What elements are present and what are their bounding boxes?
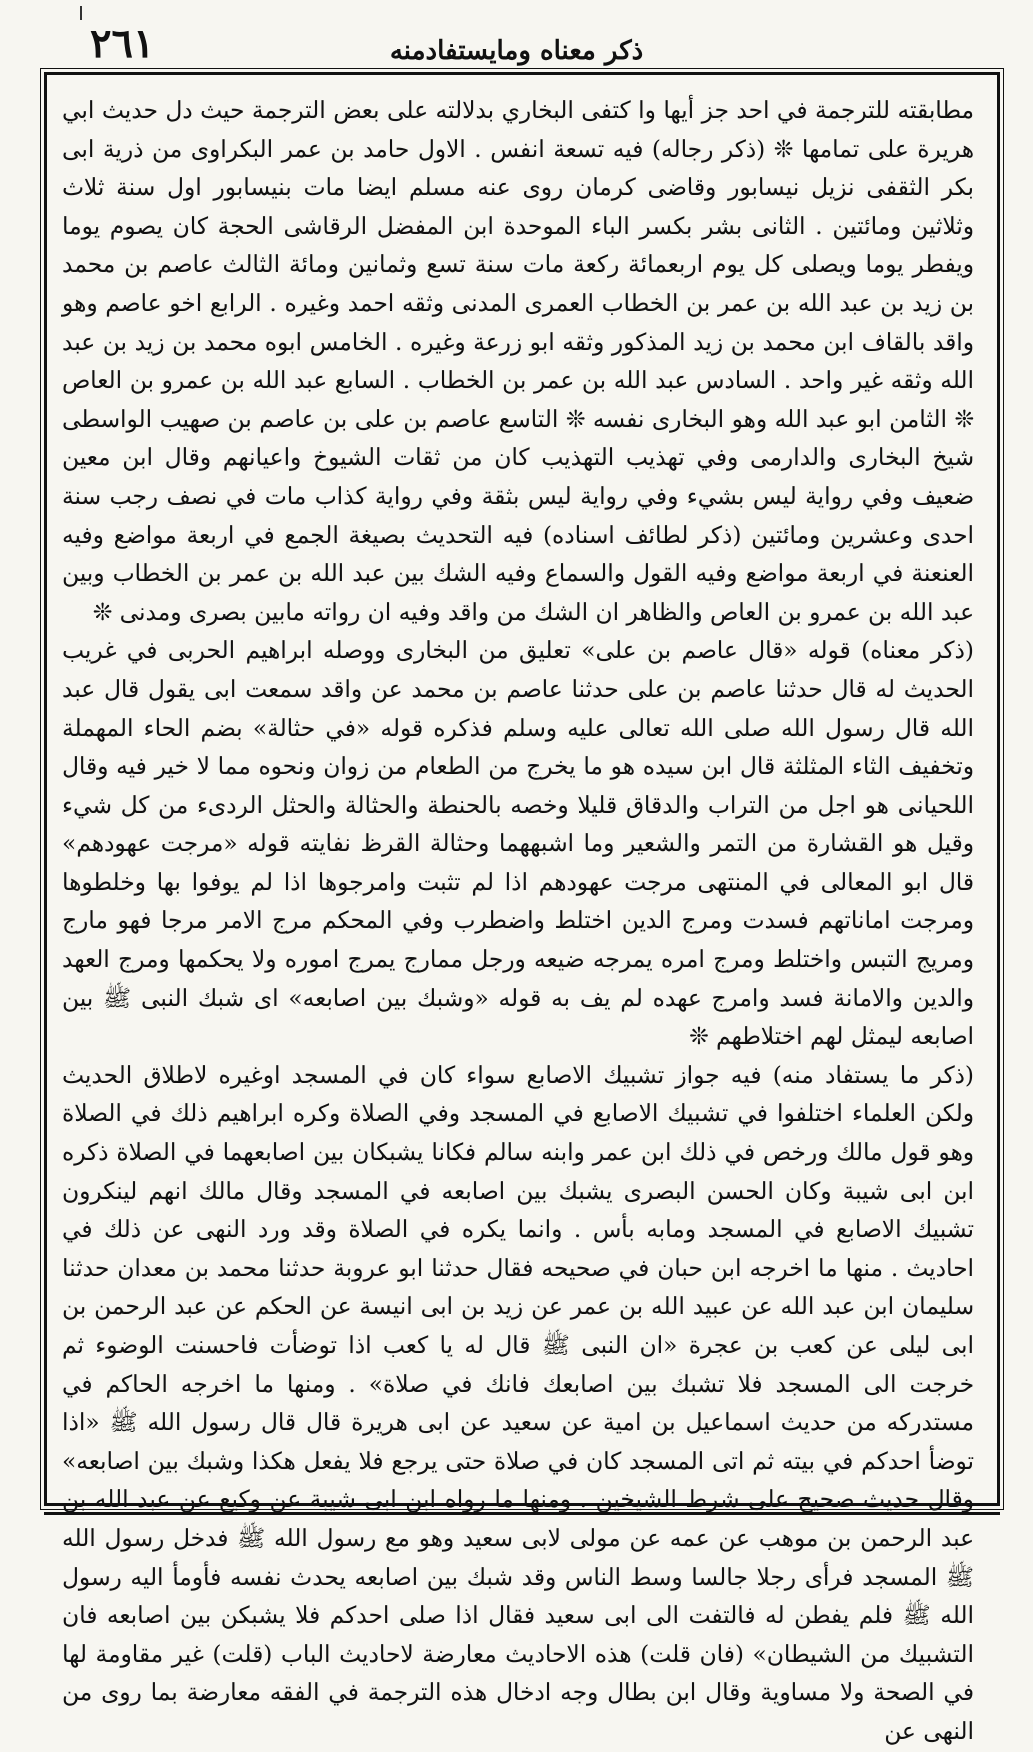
paragraph-rijal: مطابقته للترجمة في احد جز أيها وا كتفى البخاري بدلالته على بعض الترجمة حيث دل حديث ابي هريرة على تمامها ❊ (ذكر رجاله) فيه تسعة انفس . الاول حامد بن عمر البكراوى من ذرية ابى بكر الثقفى نزيل نيسابور وقاضى كرمان روى عنه مسلم ايضا مات بنيسابور اول سنة ثلاث وثلاثين ومائتين . الثانى بشر بكسر الباء الموحدة ابن المفضل الرقاشى الحجة كان يصوم يوما ويفطر يوما ويصلى كل يوم اربعمائة ركعة مات سنة تسع وثمانين ومائة الثالث عاصم بن محمد بن زيد بن عبد الله بن عمر بن الخطاب العمرى المدنى وثقه احمد وغيره . الرابع اخو عاصم وهو واقد بالقاف ابن محمد بن زيد المذكور وثقه ابو زرعة وغيره . الخامس ابوه محمد بن زيد بن عبد الله وثقه غير واحد . السادس عبد الله بن عمر بن الخطاب . السابع عبد الله بن عمرو بن العاص ❊ الثامن ابو عبد الله وهو البخارى نفسه ❊ التاسع عاصم بن على بن عاصم بن صهيب الواسطى شيخ البخارى والدارمى وفي تهذيب التهذيب كان من ثقات الشيوخ واعيانهم وقال ابن معين ضعيف وفي رواية ليس بشيء وفي رواية ليس بثقة وفي رواية كذاب مات في نصف رجب سنة احدى وعشرين ومائتين (ذكر لطائف اسناده) فيه التحديث بصيغة الجمع في اربعة مواضع وفيه العنعنة في اربعة مواضع وفيه القول والسماع وفيه الشك بين عبد الله بن عمر بن الخطاب وبين عبد الله بن عمرو بن العاص والظاهر ان الشك من واقد وفيه ان رواته مابين بصرى ومدنى ❊: [62, 97, 974, 626]
main-text: [62, 92, 974, 1745]
paragraph-mustafad: (ذكر ما يستفاد منه) فيه جواز تشبيك الاصابع سواء كان في المسجد اوغيره لاطلاق الحديث ولكن العلماء اختلفوا في تشبيك الاصابع في المسجد وفي الصلاة وكره ابراهيم ذلك في الصلاة وهو قول مالك ورخص في ذلك ابن عمر وابنه سالم فكانا يشبكان بين اصابعهما في الصلاة ذكره ابن ابى شيبة وكان الحسن البصرى يشبك بين اصابعه في المسجد وقال مالك انهم لينكرون تشبيك الاصابع في المسجد ومابه بأس . وانما يكره في الصلاة وقد ورد النهى عن ذلك في احاديث . منها ما اخرجه ابن حبان في صحيحه فقال حدثنا ابو عروبة حدثنا محمد بن معدان حدثنا سليمان ابن عبد الله عن عبيد الله بن عمر عن زيد بن ابى انيسة عن الحكم عن عبد الرحمن بن ابى ليلى عن كعب بن عجرة «ان النبى ﷺ قال له يا كعب اذا توضأت فاحسنت الوضوء ثم خرجت الى المسجد فلا تشبك بين اصابعك فانك في صلاة» . ومنها ما اخرجه الحاكم في مستدركه من حديث اسماعيل بن امية عن سعيد عن ابى هريرة قال قال رسول الله ﷺ «اذا توضأ احدكم في بيته ثم اتى المسجد كان في صلاة حتى يرجع فلا يفعل هكذا وشبك بين اصابعه» وقال حديث صحيح على شرط الشيخين . ومنها ما رواه ابن ابى شيبة عن وكيع عن عبد الله بن عبد الرحمن بن موهب عن عمه عن مولى لابى سعيد وهو مع رسول الله ﷺ فدخل رسول الله ﷺ المسجد فرأى رجلا جالسا وسط الناس وقد شبك بين اصابعه يحدث نفسه فأومأ اليه رسول الله ﷺ فلم يفطن له فالتفت الى ابى سعيد فقال اذا صلى احدكم فلا يشبكن بين اصابعه فان التشبيك من الشيطان» (فان قلت) هذه الاحاديث معارضة لاحاديث الباب (قلت) غير مقاومة لها في الصحة ولا مساوية وقال ابن بطال وجه ادخال هذه الترجمة في الفقه معارضة بما روى من النهى عن: [62, 1061, 974, 1745]
scan-mark: [80, 6, 82, 20]
page-number: ٢٦١: [90, 20, 155, 67]
bottom-rule: [44, 1512, 1000, 1515]
paragraph-maanahu: (ذكر معناه) قوله «قال عاصم بن على» تعليق من البخارى ووصله ابراهيم الحربى في غريب الحديث له قال حدثنا عاصم بن على حدثنا عاصم بن محمد عن واقد سمعت ابى يقول قال عبد الله قال رسول الله صلى الله تعالى عليه وسلم فذكره قوله «في حثالة» بضم الحاء المهملة وتخفيف الثاء المثلثة قال ابن سيده هو ما يخرج من الطعام من زوان ونحوه مما لا خير فيه وقال اللحيانى هو اجل من التراب والدقاق قليلا وخصه بالحنطة والحثالة والحثل الردىء من كل شيء وقيل هو القشارة من التمر والشعير وما اشبههما وحثالة القرظ نفايته قوله «مرجت عهودهم» قال ابو المعالى في المنتهى مرجت عهودهم اذا لم تثبت وامرجوها اذا لم يوفوا بها وخلطوها ومرجت اماناتهم فسدت ومرج الدين اختلط واضطرب وفي المحكم مرج الامر مرجا فهو مارج ومريج التبس واختلط ومرج امره يمرجه ضيعه ورجل ممارج يمرج اموره ولا يحكمها ومرج العهد والدين والامانة فسد وامرج عهده لم يف به قوله «وشبك بين اصابعه» اى شبك النبى ﷺ بين اصابعه ليمثل لهم اختلاطهم ❊: [62, 637, 974, 1051]
running-title: ذكر معناه ومايستفادمنه: [389, 36, 644, 66]
